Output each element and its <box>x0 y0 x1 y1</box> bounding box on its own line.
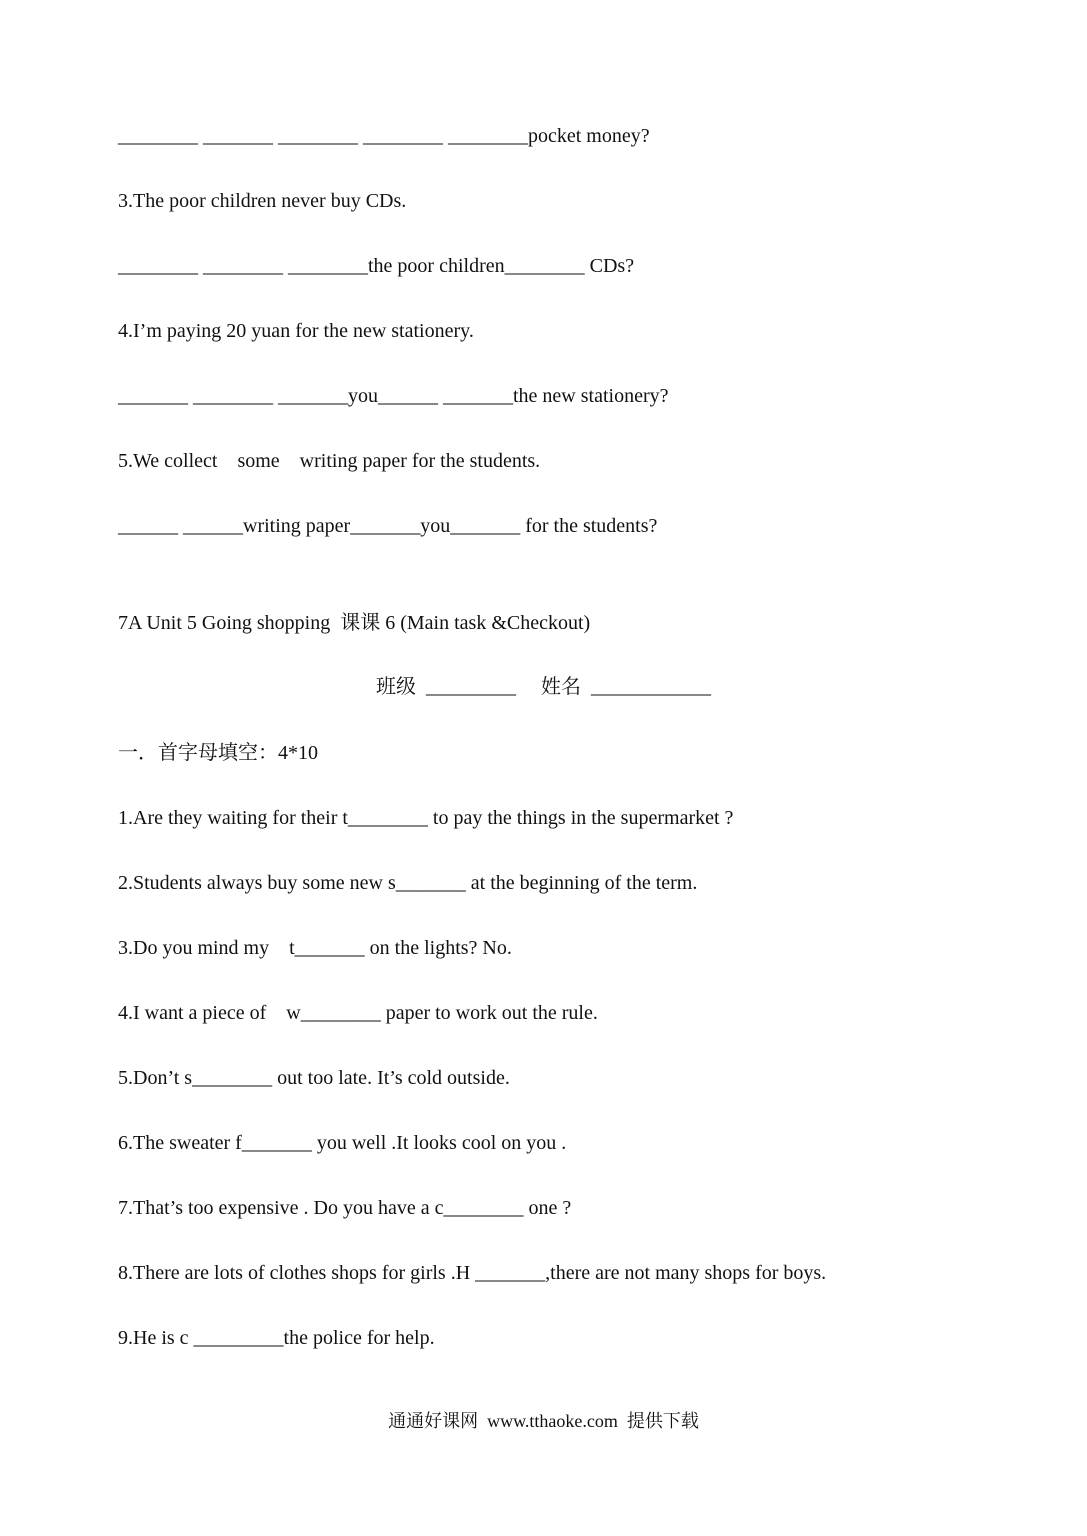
section-heading: 一．首字母填空：4*10 <box>118 742 318 764</box>
question-5: 5.Don’t s________ out too late. It’s cold outside. <box>118 1067 510 1089</box>
question-1: 1.Are they waiting for their t________ to pay the things in the supermarket ? <box>118 807 734 829</box>
exercise-5-answer-blanks: ______ ______writing paper_______you_______ for the students? <box>118 515 658 537</box>
exercise-2-answer-blanks: ________ _______ ________ ________ ________pocket money? <box>118 125 650 147</box>
exercise-3-answer-blanks: ________ ________ ________the poor children________ CDs? <box>118 255 635 277</box>
question-8: 8.There are lots of clothes shops for girls .H _______,there are not many shops for boys. <box>118 1262 827 1284</box>
question-4: 4.I want a piece of w________ paper to work out the rule. <box>118 1002 598 1024</box>
exercise-4-sentence: 4.I’m paying 20 yuan for the new stationery. <box>118 320 474 342</box>
question-3: 3.Do you mind my t_______ on the lights? No. <box>118 937 512 959</box>
question-9: 9.He is c _________the police for help. <box>118 1327 435 1349</box>
question-6: 6.The sweater f_______ you well .It looks cool on you . <box>118 1132 567 1154</box>
class-name-fields: 班级 _________ 姓名 ____________ <box>376 676 711 698</box>
exercise-4-answer-blanks: _______ ________ _______you______ _______the new stationery? <box>118 385 669 407</box>
unit-heading: 7A Unit 5 Going shopping 课课 6 (Main task &Checkout) <box>118 612 591 634</box>
exercise-3-sentence: 3.The poor children never buy CDs. <box>118 190 407 212</box>
exercise-5-sentence: 5.We collect some writing paper for the students. <box>118 450 541 472</box>
question-2: 2.Students always buy some new s_______ at the beginning of the term. <box>118 872 698 894</box>
question-7: 7.That’s too expensive . Do you have a c________ one ? <box>118 1197 572 1219</box>
footer-download-note: 通通好课网 www.tthaoke.com 提供下载 <box>388 1411 699 1431</box>
